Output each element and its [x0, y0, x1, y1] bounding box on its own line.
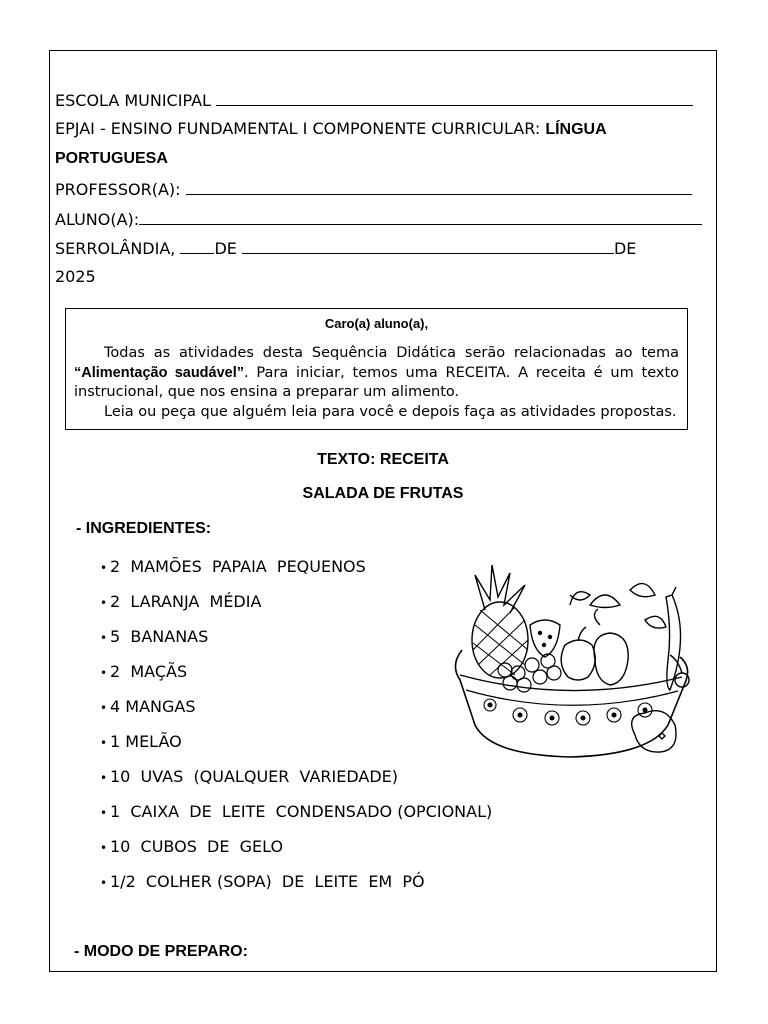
ingredient-text: 10 UVAS (QUALQUER VARIEDADE): [110, 767, 399, 786]
ingredient-item: [100, 767, 398, 788]
day-blank[interactable]: [180, 237, 214, 254]
ingredient-item: [100, 557, 366, 578]
ingredient-text: 2 MAÇÃS: [110, 662, 188, 681]
bullet-icon: •: [100, 735, 108, 750]
ingredient-item: [100, 662, 187, 683]
note-p1-end: . Para iniciar, temos uma RECEITA. A receita é um texto instrucional, que nos ensina a preparar um alimento.: [74, 364, 679, 400]
teacher-field: [55, 178, 692, 200]
fruit-bowl-illustration: [440, 565, 698, 765]
student-blank[interactable]: [139, 208, 702, 225]
instructions-box: [65, 308, 688, 430]
ingredient-text: 2 LARANJA MÉDIA: [110, 592, 262, 611]
date-de-1: DE: [214, 239, 237, 258]
ingredient-item: [100, 592, 261, 613]
date-de-2: DE: [613, 239, 637, 258]
ingredient-item: [100, 732, 182, 753]
student-field: [55, 208, 702, 230]
teacher-blank[interactable]: [186, 178, 692, 195]
date-field: [55, 237, 636, 259]
month-blank[interactable]: [242, 237, 614, 254]
bullet-icon: •: [100, 595, 108, 610]
ingredient-item: [100, 872, 425, 893]
note-paragraph-1: [74, 344, 679, 403]
city-label: SERROLÂNDIA,: [55, 239, 176, 258]
school-label: ESCOLA MUNICIPAL: [55, 91, 211, 110]
note-p1-start: Todas as atividades desta Sequência Didática serão relacionadas ao tema: [104, 345, 679, 361]
bullet-icon: •: [100, 805, 108, 820]
note-theme: “Alimentação saudável”: [74, 364, 245, 381]
teacher-label: PROFESSOR(A):: [55, 180, 181, 199]
subject-name-part1: LÍNGUA: [545, 121, 607, 138]
bullet-icon: •: [100, 560, 108, 575]
ingredient-item: [100, 837, 283, 858]
ingredient-text: 5 BANANAS: [110, 627, 209, 646]
school-blank[interactable]: [216, 89, 693, 106]
ingredient-text: 1 CAIXA DE LEITE CONDENSADO (OPCIONAL): [110, 802, 493, 821]
subject-name-part2: PORTUGUESA: [55, 150, 168, 167]
recipe-title: SALADA DE FRUTAS: [302, 485, 464, 502]
preparation-heading: - MODO DE PREPARO:: [74, 943, 248, 960]
ingredient-text: 10 CUBOS DE GELO: [110, 837, 284, 856]
ingredient-text: 1/2 COLHER (SOPA) DE LEITE EM PÓ: [110, 872, 425, 891]
note-paragraph-2: Leia ou peça que alguém leia para você e depois faça as atividades propostas.: [104, 403, 677, 420]
ingredient-item: [100, 697, 195, 718]
school-field: [55, 89, 693, 111]
text-type-label: TEXTO: RECEITA: [317, 451, 449, 468]
ingredient-item: [100, 802, 492, 823]
note-body: [74, 344, 679, 422]
bullet-icon: •: [100, 665, 108, 680]
bullet-icon: •: [100, 770, 108, 785]
bullet-icon: •: [100, 840, 108, 855]
ingredient-text: 1 MELÃO: [110, 732, 182, 751]
ingredients-heading: - INGREDIENTES:: [76, 520, 212, 537]
bullet-icon: •: [100, 700, 108, 715]
bullet-icon: •: [100, 875, 108, 890]
bullet-icon: •: [100, 630, 108, 645]
course-label: EPJAI - ENSINO FUNDAMENTAL I COMPONENTE CURRICULAR:: [55, 119, 541, 138]
ingredient-text: 4 MANGAS: [110, 697, 196, 716]
year-text: 2025: [55, 267, 96, 286]
ingredient-text: 2 MAMÕES PAPAIA PEQUENOS: [110, 557, 366, 576]
course-line: [55, 119, 607, 140]
note-title: Caro(a) aluno(a),: [324, 316, 429, 331]
ingredient-item: [100, 627, 208, 648]
student-label: ALUNO(A):: [55, 210, 140, 229]
